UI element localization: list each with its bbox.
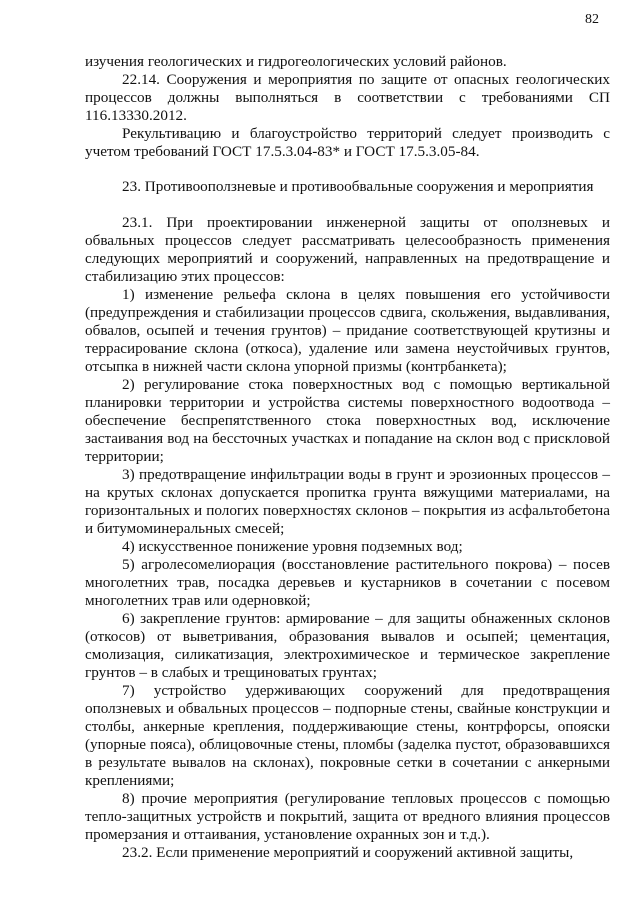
document-body: [85, 53, 610, 862]
list-item: 2) регулирование стока поверхностных вод с помощью вертикальной планировки территории и устройства системы поверхностного водоотвода – обеспечение беспрепятственного стока поверхностных вод, исключение застаивания вод на бессточных участках и попадание на склон вод с прискловой территории;: [85, 376, 610, 465]
paragraph: 22.14. Сооружения и мероприятия по защите от опасных геологических процессов должны выполняться в соответствии с требованиями СП 116.13330.2012.: [85, 71, 610, 124]
list-item: 7) устройство удерживающих сооружений для предотвращения оползневых и обвальных процессов – подпорные стены, свайные конструкции и столбы, анкерные крепления, поддерживающие стены, контрфорсы, опояски (упорные пояса), облицовочные стены, пломбы (заделка пустот, образовавшихся в результате вывалов на склонах), покровные сетки в сочетании с анкерными креплениями;: [85, 682, 610, 789]
paragraph: 23.1. При проектировании инженерной защиты от оползневых и обвальных процессов следует рассматривать целесообразность применения следующих мероприятий и сооружений, направленных на предотвращение и стабилизацию этих процессов:: [85, 214, 610, 285]
paragraph: 23.2. Если применение мероприятий и сооружений активной защиты,: [122, 844, 574, 861]
list-item: 1) изменение рельефа склона в целях повышения его устойчивости (предупреждения и стабилизации процессов сдвига, скольжения, выдавливания, обвалов, осыпей и течения грунтов) – придание соответствующей крутизны и террасирование склона (откоса), удаление или замена неустойчивых грунтов, отсыпка в нижней части склона упорной призмы (контрбанкета);: [85, 286, 610, 375]
paragraph: Рекультивацию и благоустройство территорий следует производить с учетом требований ГОСТ 17.5.3.04-83* и ГОСТ 17.5.3.05-84.: [85, 125, 610, 160]
page-number: 82: [585, 12, 599, 27]
list-item: 5) агролесомелиорация (восстановление растительного покрова) – посев многолетних трав, посадка деревьев и кустарников в сочетании с посевом многолетних трав или одерновкой;: [85, 556, 610, 609]
list-item: 8) прочие мероприятия (регулирование тепловых процессов с помощью тепло-защитных устройств и покрытий, защита от вредного влияния процессов промерзания и оттаивания, установление охранных зон и т.д.).: [85, 790, 610, 843]
paragraph: изучения геологических и гидрогеологических условий районов.: [85, 53, 507, 70]
section-heading: 23. Противооползневые и противообвальные сооружения и мероприятия: [122, 178, 594, 195]
list-item: 3) предотвращение инфильтрации воды в грунт и эрозионных процессов – на крутых склонах допускается пропитка грунта вяжущими материалами, на горизонтальных и пологих поверхностях склонов – покрытия из асфальтобетона и битумоминеральных смесей;: [85, 466, 610, 537]
list-item: 4) искусственное понижение уровня подземных вод;: [122, 538, 463, 555]
list-item: 6) закрепление грунтов: армирование – для защиты обнаженных склонов (откосов) от выветривания, образования вывалов и осыпей; цементация, смолизация, силикатизация, электрохимическое и термическое закрепление грунтов – в слабых и трещиноватых грунтах;: [85, 610, 610, 681]
